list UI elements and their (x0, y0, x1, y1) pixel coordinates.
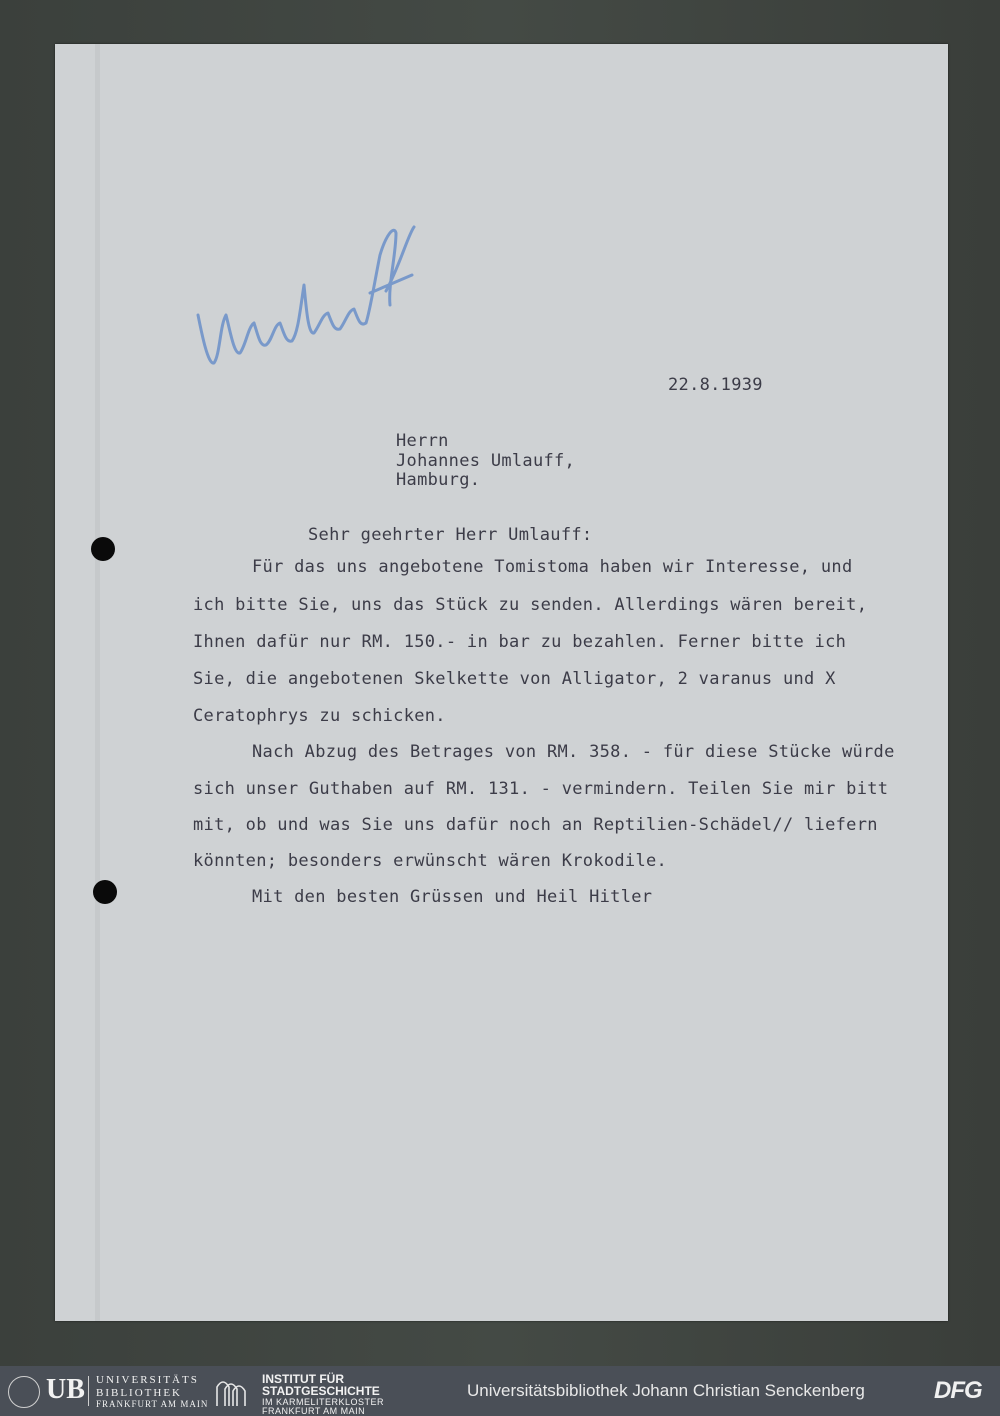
body-line: Für das uns angebotene Tomistoma haben wir Interesse, und (252, 557, 853, 577)
address-line: Johannes Umlauff, (396, 451, 576, 471)
body-line: ich bitte Sie, uns das Stück zu senden. Allerdings wären bereit, (193, 595, 868, 615)
punch-hole-bottom (93, 880, 117, 904)
dfg-logo: DFG (934, 1377, 982, 1404)
body-line: Nach Abzug des Betrages von RM. 358. - für diese Stücke würde (252, 742, 895, 762)
ub-seal-icon (8, 1376, 40, 1408)
body-line: mit, ob und was Sie uns dafür noch an Reptilien-Schädel// liefern (193, 815, 878, 835)
institute-logo-line: INSTITUT FÜR (262, 1372, 344, 1386)
ub-logo-line: UNIVERSITÄTS (96, 1374, 199, 1386)
body-line: Sie, die angebotenen Skelkette von Alligator, 2 varanus und X (193, 669, 836, 689)
salutation: Sehr geehrter Herr Umlauff: (308, 525, 593, 545)
library-name: Universitätsbibliothek Johann Christian Senckenberg (467, 1381, 865, 1400)
address-line: Hamburg. (396, 470, 481, 490)
ub-logo-line: BIBLIOTHEK (96, 1387, 182, 1399)
ub-logo-letters: UB (46, 1374, 85, 1405)
ub-logo-divider (88, 1376, 89, 1406)
footer-bar (0, 1366, 1000, 1416)
punch-hole-top (91, 537, 115, 561)
institute-logo-line: STADTGESCHICHTE (262, 1384, 380, 1398)
body-line: sich unser Guthaben auf RM. 131. - vermindern. Teilen Sie mir bitt (193, 779, 889, 799)
ub-logo-line: FRANKFURT AM MAIN (96, 1399, 209, 1409)
body-line: könnten; besonders erwünscht wären Krokodile. (193, 851, 668, 871)
address-line: Herrn (396, 431, 449, 451)
closing-line: Mit den besten Grüssen und Heil Hitler (252, 887, 653, 907)
institute-logo-line: IM KARMELITERKLOSTER (262, 1397, 385, 1407)
handwritten-annotation (190, 215, 420, 375)
body-line: Ceratophrys zu schicken. (193, 706, 446, 726)
institute-arches-icon (215, 1375, 249, 1407)
institute-logo-line: FRANKFURT AM MAIN (262, 1406, 366, 1416)
body-line: Ihnen dafür nur RM. 150.- in bar zu bezahlen. Ferner bitte ich (193, 632, 847, 652)
letter-date: 22.8.1939 (668, 375, 763, 395)
